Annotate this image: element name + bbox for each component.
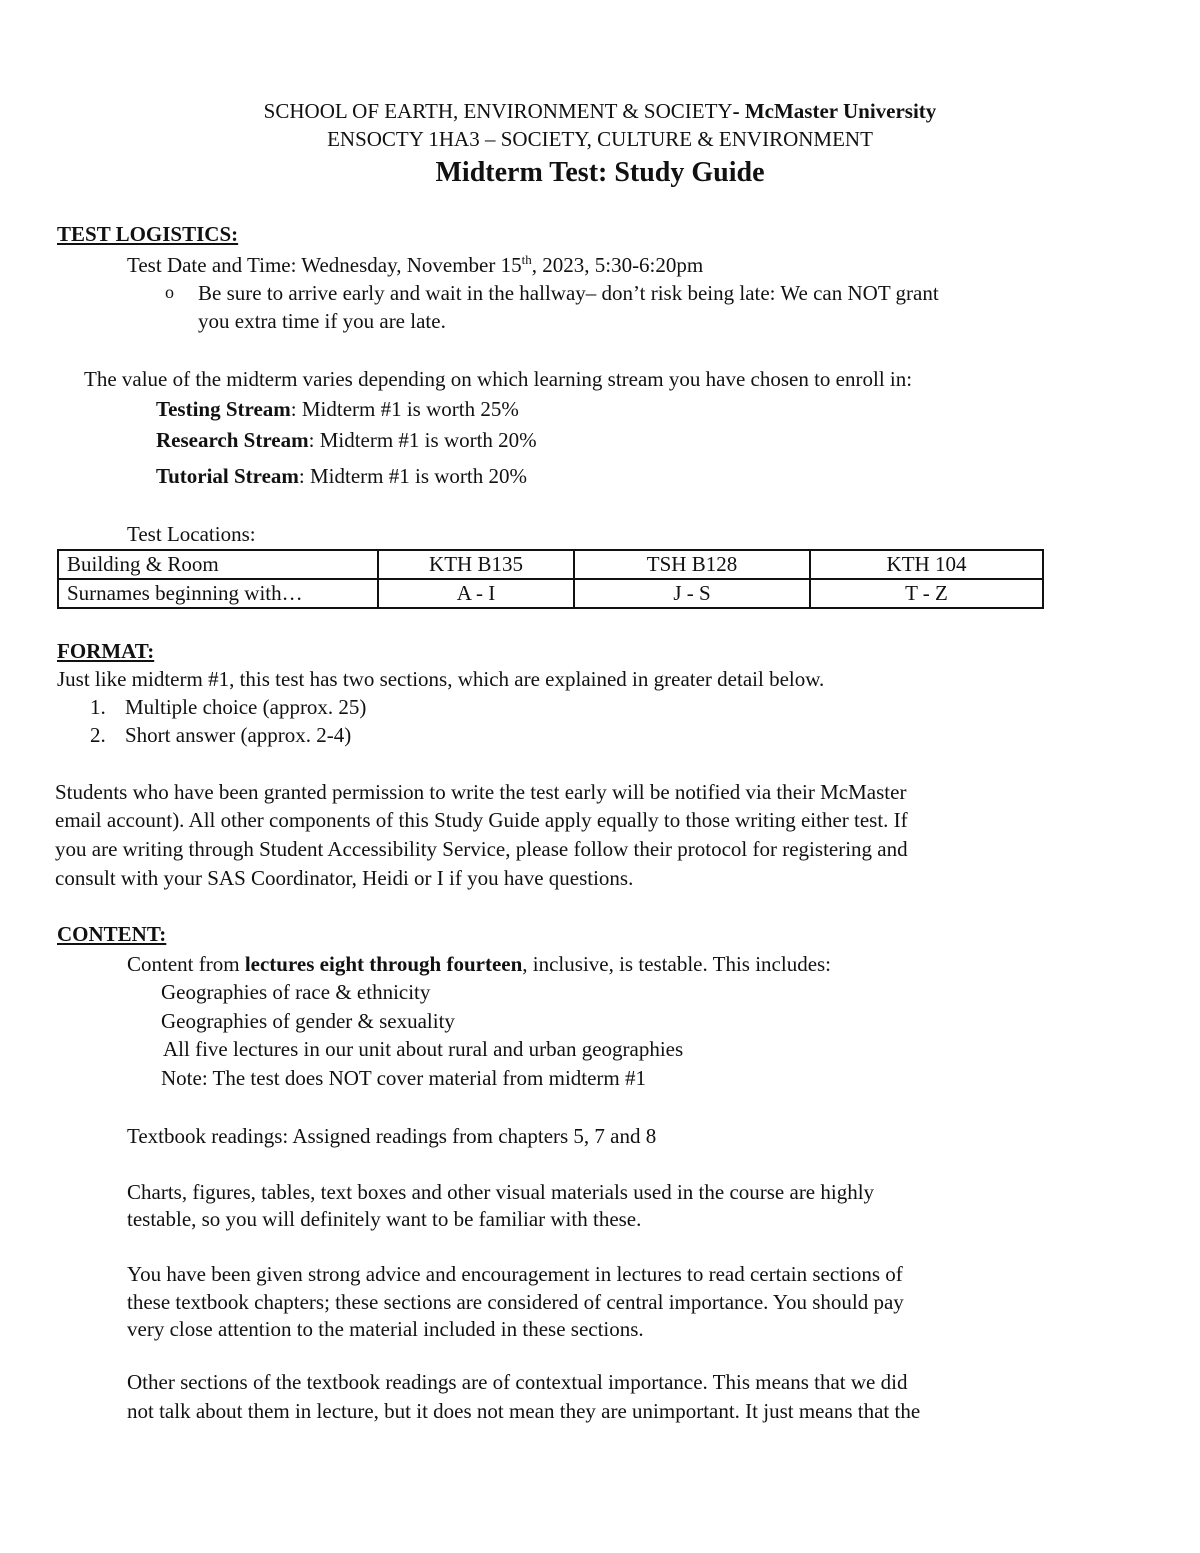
list-number: 2. [90,723,106,747]
content-intro-text: Content from [127,952,245,976]
advice-line2: these textbook chapters; these sections are considered of central importance. You should pay [127,1290,904,1314]
advice-line3: very close attention to the material included in these sections. [127,1317,644,1341]
content-heading: CONTENT: [57,922,167,946]
stream-research [156,428,537,453]
stream-value: : Midterm #1 is worth 20% [298,464,527,488]
arrival-note-line1: Be sure to arrive early and wait in the hallway– don’t risk being late: We can NOT grant [198,281,939,305]
table-cell: Building & Room [58,550,378,579]
topic-item: Geographies of race & ethnicity [161,980,431,1004]
charts-line1: Charts, figures, tables, text boxes and other visual materials used in the course are highly [127,1180,875,1204]
locations-table [57,549,1044,609]
stream-name: Tutorial Stream [156,464,299,488]
school-header [0,99,1200,124]
course-header: ENSOCTY 1HA3 – SOCIETY, CULTURE & ENVIRONMENT [327,127,873,151]
logistics-heading: TEST LOGISTICS: [57,222,239,246]
topic-item: Note: The test does NOT cover material from midterm #1 [161,1066,647,1090]
page-title: Midterm Test: Study Guide [435,157,765,188]
table-cell: J - S [574,579,810,608]
stream-name: Research Stream [156,428,309,452]
table-row [58,550,1043,579]
format-heading: FORMAT: [57,639,155,663]
table-cell: Surnames beginning with… [58,579,378,608]
table-cell: T - Z [810,579,1043,608]
advice-line1: You have been given strong advice and encouragement in lectures to read certain sections of [127,1262,903,1286]
arrival-note-line2: you extra time if you are late. [198,309,446,333]
table-row [58,579,1043,608]
stream-tutorial [156,464,527,489]
list-item: Multiple choice (approx. 25) [125,695,367,719]
early-writing-line2: email account). All other components of this Study Guide apply equally to those writing either test. If [55,808,908,832]
date-superscript: th [521,252,532,267]
charts-line2: testable, so you will definitely want to be familiar with these. [127,1207,642,1231]
stream-value: : Midterm #1 is worth 20% [308,428,537,452]
list-item: Short answer (approx. 2-4) [125,723,352,747]
early-writing-line1: Students who have been granted permission to write the test early will be notified via their McMaster [55,780,907,804]
content-intro-text-end: , inclusive, is testable. This includes: [522,952,832,976]
test-date-line [127,252,703,278]
stream-value: : Midterm #1 is worth 25% [290,397,519,421]
early-writing-line3: you are writing through Student Accessibility Service, please follow their protocol for registering and [55,837,908,861]
test-date-text: Test Date and Time: Wednesday, November 15 [127,253,522,277]
table-cell: KTH 104 [810,550,1043,579]
test-time-text: , 2023, 5:30-6:20pm [531,253,704,277]
stream-testing [156,397,519,422]
bullet-icon: o [165,282,174,302]
table-cell: KTH B135 [378,550,574,579]
early-writing-line4: consult with your SAS Coordinator, Heidi or I if you have questions. [55,866,634,890]
university-name: - McMaster University [732,99,937,123]
table-cell: TSH B128 [574,550,810,579]
value-intro: The value of the midterm varies depending on which learning stream you have chosen to enroll in: [84,367,913,391]
other-sections-line2: not talk about them in lecture, but it does not mean they are unimportant. It just means that the [127,1399,921,1423]
stream-name: Testing Stream [156,397,291,421]
school-name: SCHOOL OF EARTH, ENVIRONMENT & SOCIETY [263,99,733,123]
other-sections-line1: Other sections of the textbook readings are of contextual importance. This means that we did [127,1370,908,1394]
list-number: 1. [90,695,106,719]
format-intro: Just like midterm #1, this test has two sections, which are explained in greater detail below. [57,667,825,691]
table-cell: A - I [378,579,574,608]
locations-label: Test Locations: [127,522,256,546]
topic-item: All five lectures in our unit about rural and urban geographies [163,1037,684,1061]
content-intro-bold: lectures eight through fourteen [244,952,523,976]
readings-line: Textbook readings: Assigned readings from chapters 5, 7 and 8 [127,1124,657,1148]
topic-item: Geographies of gender & sexuality [161,1009,455,1033]
content-intro [127,952,831,977]
